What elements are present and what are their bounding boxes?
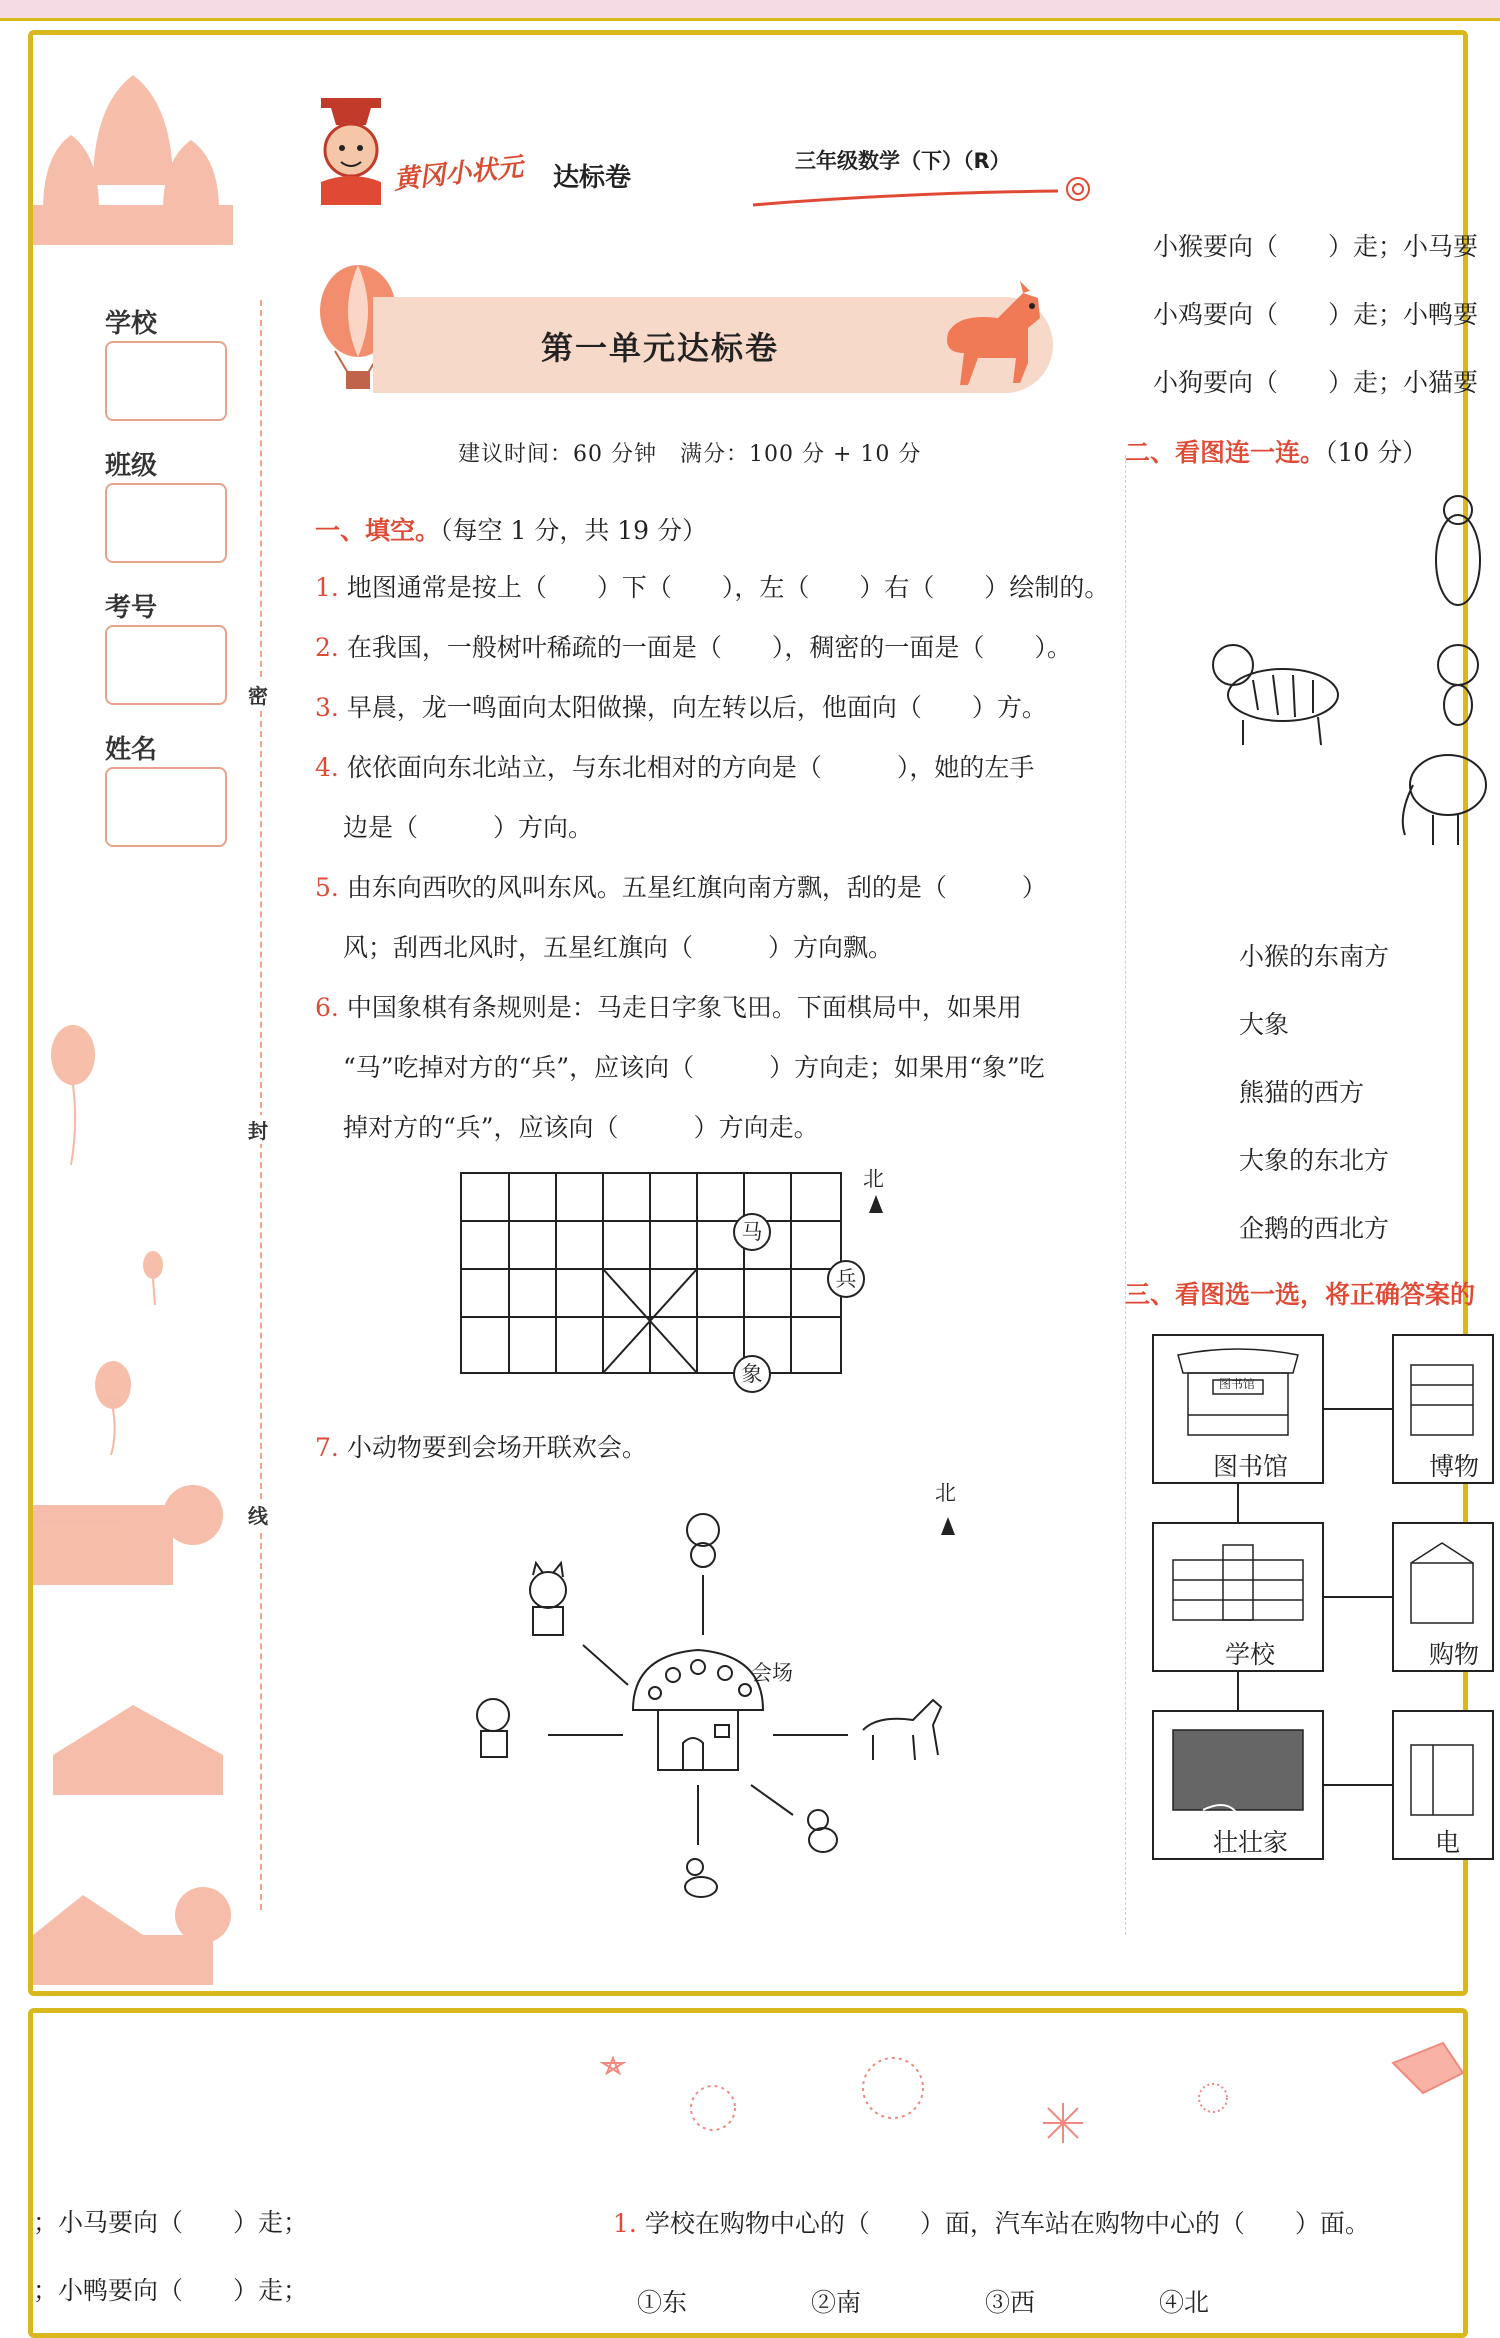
school-field[interactable] [105, 341, 227, 421]
question-text: 由东向西吹的风叫东风。五星红旗向南方飘，刮的是（ ） [346, 873, 1047, 902]
column-divider [1125, 455, 1126, 1935]
section2-title: 二、看图连一连。 [1125, 438, 1326, 467]
map-venue-label: 会场 [751, 1661, 793, 1685]
section3-title: 三、看图选一选，将正确答案的 [1125, 1280, 1476, 1309]
seal-mark-mi: 密 [248, 680, 268, 709]
building-label-home: 壮壮家 [1213, 1828, 1289, 1857]
question-number: 7. [315, 1433, 339, 1462]
question-number: 1. [613, 2209, 637, 2238]
building-label-station: 电 [1435, 1828, 1461, 1857]
building-label-museum: 博物 [1429, 1452, 1480, 1481]
question-2 [315, 633, 1072, 663]
p2-question-1 [613, 2209, 1370, 2239]
seal-mark-feng: 封 [248, 1115, 268, 1144]
question-1 [315, 573, 1109, 603]
question-4-line-2: 边是（ ）方向。 [343, 813, 594, 842]
name-field[interactable] [105, 767, 227, 847]
question-number: 2. [315, 633, 339, 662]
library-sign: 图书馆 [1219, 1377, 1256, 1391]
match-item-3: 熊猫的西方 [1239, 1078, 1365, 1107]
question-text: 依依面向东北站立，与东北相对的方向是（ ），她的左手 [346, 753, 1035, 782]
exam-meta: 建议时间：60 分钟 满分：100 分 + 10 分 [458, 442, 922, 467]
option-west[interactable]: ③西 [985, 2288, 1036, 2317]
previous-page-edge [0, 0, 1500, 21]
right-line-chick: 小鸡要向（ ）走；小鸭要 [1153, 300, 1479, 329]
match-item-4: 大象的东北方 [1239, 1146, 1390, 1175]
question-6-line-3: 掉对方的“兵”，应该向（ ）方向走。 [343, 1113, 819, 1142]
question-3 [315, 693, 1047, 723]
building-label-shopping: 购物 [1429, 1640, 1480, 1669]
question-6 [315, 993, 1022, 1023]
class-field[interactable] [105, 483, 227, 563]
question-number: 4. [315, 753, 339, 782]
section1-heading [315, 511, 707, 547]
map-north-label: 北 [935, 1481, 956, 1505]
chess-piece-horse: 马 [733, 1213, 771, 1251]
building-map [1143, 1325, 1473, 1905]
chess-piece-soldier: 兵 [827, 1260, 865, 1298]
p2-left-line-2: ；小鸭要向（ ）走； [33, 2276, 309, 2305]
question-number: 3. [315, 693, 339, 722]
field-label-school: 学校 [105, 309, 158, 339]
question-text: 小动物要到会场开联欢会。 [346, 1433, 647, 1462]
grade-swoosh [748, 175, 1108, 215]
mascot-icon [291, 90, 411, 220]
exam-title: 第一单元达标卷 [541, 329, 780, 367]
match-item-5: 企鹅的西北方 [1239, 1214, 1390, 1243]
question-text: 学校在购物中心的（ ）面，汽车站在购物中心的（ ）面。 [644, 2209, 1370, 2238]
horse-icon [928, 273, 1058, 403]
section1-title: 一、填空。 [315, 516, 441, 545]
match-item-2: 大象 [1239, 1010, 1290, 1039]
exam-number-field[interactable] [105, 625, 227, 705]
field-label-name: 姓名 [105, 735, 158, 765]
option-south[interactable]: ②南 [811, 2288, 862, 2317]
section1-score: （每空 1 分，共 19 分） [440, 516, 708, 545]
option-east[interactable]: ①东 [637, 2288, 688, 2317]
field-label-class: 班级 [105, 451, 158, 481]
question-4 [315, 753, 1034, 783]
exam-page [28, 30, 1480, 1996]
brand-name: 黄冈小状元 [392, 152, 525, 196]
question-number: 1. [315, 573, 339, 602]
section2-animals [1173, 485, 1473, 885]
brand-suffix: 达标卷 [553, 163, 632, 193]
section2-score: （10 分） [1325, 438, 1428, 467]
seal-line [260, 300, 262, 1910]
question-7 [315, 1433, 647, 1463]
building-label-library: 图书馆 [1213, 1452, 1289, 1481]
p2-left-line-1: ；小马要向（ ）走； [33, 2208, 309, 2237]
question-text: 在我国，一般树叶稀疏的一面是（ ），稠密的一面是（ ）。 [346, 633, 1072, 662]
fireworks-decoration [593, 2033, 1473, 2163]
animal-map [433, 1495, 993, 1915]
question-6-line-2: “马”吃掉对方的“兵”，应该向（ ）方向走；如果用“象”吃 [343, 1053, 1045, 1082]
question-number: 5. [315, 873, 339, 902]
chess-piece-elephant: 象 [733, 1355, 771, 1393]
building-label-school: 学校 [1225, 1640, 1276, 1669]
section2-heading [1125, 433, 1427, 469]
section3-heading [1125, 1275, 1475, 1311]
question-5-line-2: 风；刮西北风时，五星红旗向（ ）方向飘。 [343, 933, 894, 962]
field-label-exam-number: 考号 [105, 593, 158, 623]
question-text: 中国象棋有条规则是：马走日字象飞田。下面棋局中，如果用 [346, 993, 1022, 1022]
question-5 [315, 873, 1047, 903]
grade-label: 三年级数学（下）（R） [795, 149, 1011, 173]
question-text: 早晨，龙一鸣面向太阳做操，向左转以后，他面向（ ）方。 [346, 693, 1047, 722]
question-number: 6. [315, 993, 339, 1022]
option-north[interactable]: ④北 [1159, 2288, 1210, 2317]
chess-north-label: 北 [863, 1167, 884, 1191]
question-text: 地图通常是按上（ ）下（ ），左（ ）右（ ）绘制的。 [346, 573, 1110, 602]
right-line-monkey: 小猴要向（ ）走；小马要 [1153, 232, 1479, 261]
seal-mark-xian: 线 [248, 1500, 268, 1529]
match-item-1: 小猴的东南方 [1239, 942, 1390, 971]
right-line-dog: 小狗要向（ ）走；小猫要 [1153, 368, 1479, 397]
next-page [28, 2008, 1468, 2338]
